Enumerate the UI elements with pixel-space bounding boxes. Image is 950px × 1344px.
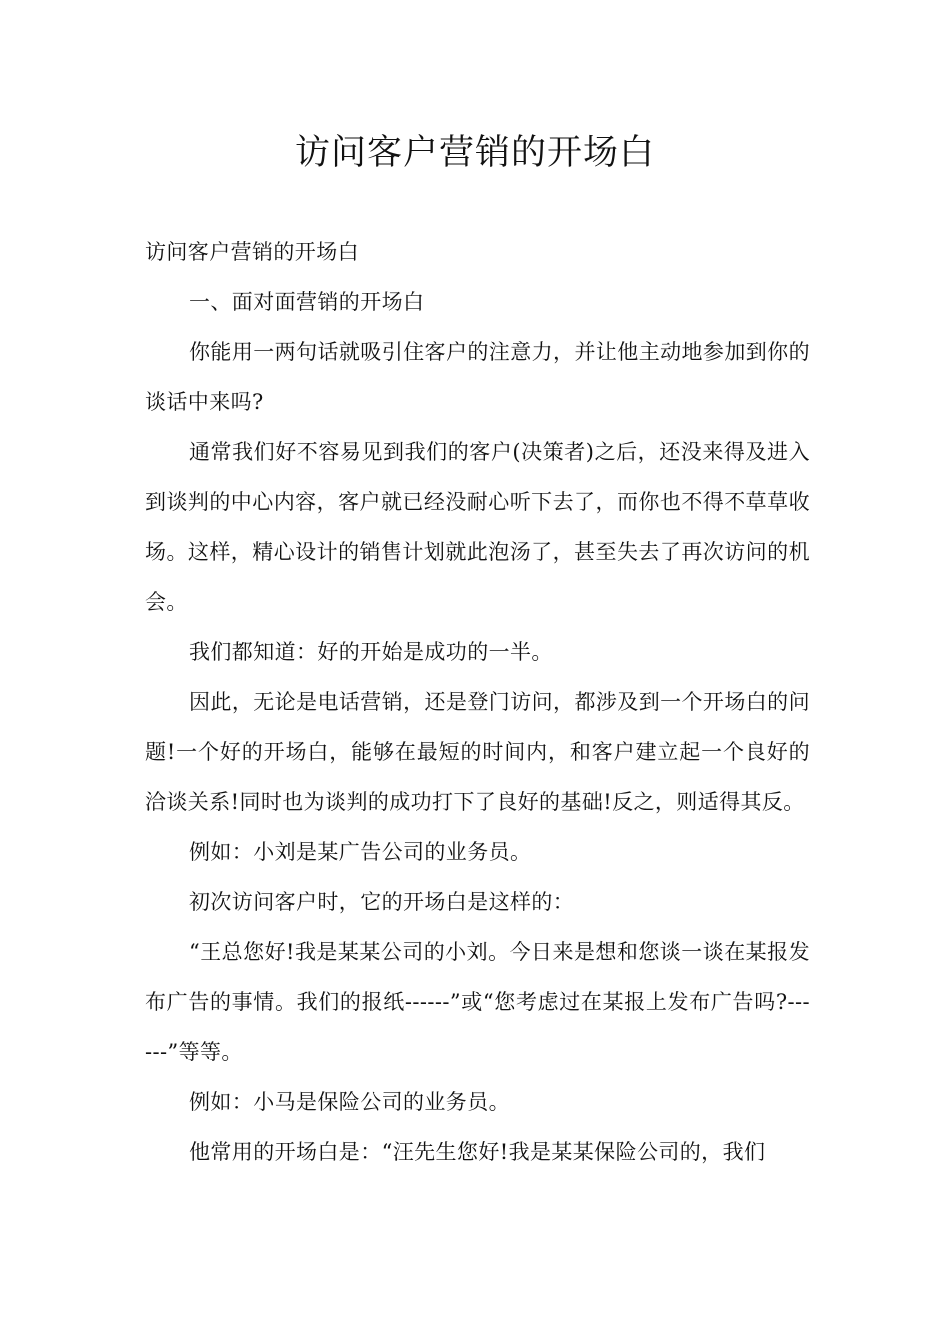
paragraph-3: 你能用一两句话就吸引住客户的注意力，并让他主动地参加到你的谈话中来吗?	[145, 340, 810, 414]
paragraph-5: 我们都知道：好的开始是成功的一半。	[189, 640, 553, 664]
paragraph-2: 一、面对面营销的开场白	[189, 290, 425, 314]
paragraph-11: 他常用的开场白是：“汪先生您好!我是某某保险公司的，我们	[189, 1140, 766, 1164]
paragraph-9: “王总您好!我是某某公司的小刘。今日来是想和您谈一谈在某报发布广告的事情。我们的报纸------”或“您考虑过在某报上发布广告吗?------”等等。	[145, 940, 810, 1064]
paragraph-10: 例如：小马是保险公司的业务员。	[189, 1090, 510, 1114]
document-body	[145, 227, 810, 1177]
paragraph-8: 初次访问客户时，它的开场白是这样的：	[189, 890, 575, 914]
paragraph-7: 例如：小刘是某广告公司的业务员。	[189, 840, 532, 864]
paragraph-1: 访问客户营销的开场白	[145, 240, 359, 264]
paragraph-4: 通常我们好不容易见到我们的客户(决策者)之后，还没来得及进入到谈判的中心内容，客户就已经没耐心听下去了，而你也不得不草草收场。这样，精心设计的销售计划就此泡汤了，甚至失去了再次访问的机会。	[145, 440, 810, 614]
document-title: 访问客户营销的开场白	[294, 133, 655, 173]
paragraph-6: 因此，无论是电话营销，还是登门访问，都涉及到一个开场白的问题!一个好的开场白，能够在最短的时间内，和客户建立起一个良好的洽谈关系!同时也为谈判的成功打下了良好的基础!反之，则适得其反。	[145, 690, 810, 814]
